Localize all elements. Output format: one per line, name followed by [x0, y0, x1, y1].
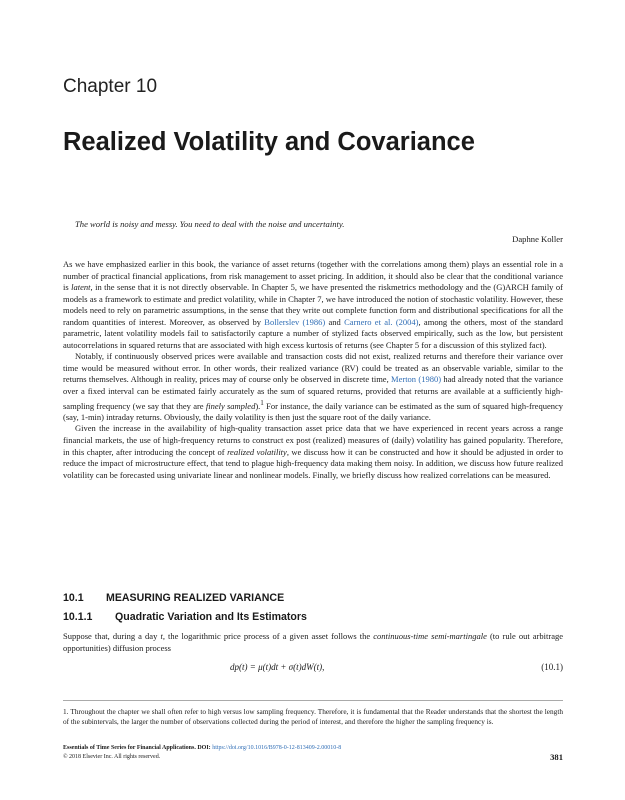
doi-link[interactable]: https://doi.org/10.1016/B978-0-12-813409-2.00010-8 [212, 745, 342, 751]
page-number: 381 [550, 752, 563, 762]
publication-info: Essentials of Time Series for Financial Applications. DOI: https://doi.org/10.1016/B978-0-12-813409-2.00010-8 [63, 745, 342, 751]
footnote: 1. Throughout the chapter we shall often refer to high versus low sampling frequency. Therefore, it is fundamental that the Reader understands that the shortest the length of the subintervals, the larger the number of observations collected during the period of interest, and therefore the higher the sampling frequency is. [63, 707, 563, 726]
footnote-divider [63, 700, 563, 701]
footnote-ref[interactable]: 1 [260, 398, 264, 407]
equation-number: (10.1) [541, 662, 563, 672]
intro-paragraph-2: Notably, if continuously observed prices were available and transaction costs did not exist, realized returns and therefore their variance over time would be measured without error. In other words, their realized variance (RV) could be treated as an observable variable, similar to the returns themselves. Although in reality, prices may of course only be observed in discrete time, Merton (1980) had already noted that the variance over a fixed interval can be estimated fairly accurately as the sum of squared returns, provided that returns are available at a sufficiently high-sampling frequency (we say that they are finely sampled).$^1$ For instance, the daily variance can be estimated as the sum of squared high-frequency (say, 1-min) intraday returns. Obviously, the daily volatility is then just the square root of the daily variance. [63, 351, 563, 422]
intro-paragraph-1: As we have emphasized earlier in this book, the variance of asset returns (together with the correlations among them) plays an essential role in a number of practical financial applications, from risk management to asset pricing. In addition, it should also be clear that the conditional variance is latent, in the sense that it is not directly observable. In Chapter 5, we have presented the riskmetrics methodology and the (G)ARCH family of models as a framework to estimate and predict volatility, while in Chapter 7, we have introduced the notion of stochastic volatility. However, these models need to rely on parametric assumptions, in the sense that they write out complete function form and distributional specifications for all the random quantities of interest. Moreover, as observed by Bollerslev (1986) and Carnero et al. (2004), among the others, most of the standard parametric, latent volatility models fail to satisfactorily capture a number of stylized facts observed empirically, such as the low, but persistent autocorrelations in squared returns that are associated with high excess kurtosis of returns (see Chapter 5 for a discussion of this stylized fact). [63, 259, 564, 350]
chapter-title: Realized Volatility and Covariance [63, 128, 475, 156]
section-heading: 10.1 MEASURING REALIZED VARIANCE [63, 592, 285, 604]
section-paragraph: Suppose that, during a day t, the logarithmic price process of a given asset follows the continuous-time semi-martingale (to rule out arbitrage opportunities) diffusion process [63, 631, 563, 653]
citation-link-merton[interactable]: Merton (1980) [391, 374, 442, 385]
citation-link-bollerslev[interactable]: Bollerslev (1986) [264, 316, 326, 327]
chapter-label: Chapter 10 [63, 76, 158, 97]
intro-paragraph-3: Given the increase in the availability of high-quality transaction asset price data that we have experienced in recent years across a range financial markets, the use of high-frequency returns to construct ex post (realized) measures of (daily) volatility has gained popularity. Therefore, in this chapter, after introducing the concept of realized volatility, we discuss how it can be constructed and how it should be adjusted in order to reduce the impact of microstructure effect, that tend to plague high-frequency data making them noisy. In addition, we discuss how future realized volatility can be forecasted using univariate linear and nonlinear models. Finally, we briefly discuss how realized correlations can be measured. [63, 423, 563, 480]
epigraph-quote: The world is noisy and messy. You need to deal with the noise and uncertainty. [75, 219, 345, 229]
subsection-heading: 10.1.1 Quadratic Variation and Its Estimators [63, 611, 307, 623]
copyright: © 2018 Elsevier Inc. All rights reserved. [63, 754, 161, 760]
equation: dp(t) = μ(t)dt + σ(t)dW(t), [230, 662, 325, 672]
citation-link-carnero[interactable]: Carnero et al. (2004) [344, 316, 419, 327]
epigraph-author: Daphne Koller [512, 234, 563, 244]
intro-text [63, 259, 563, 481]
